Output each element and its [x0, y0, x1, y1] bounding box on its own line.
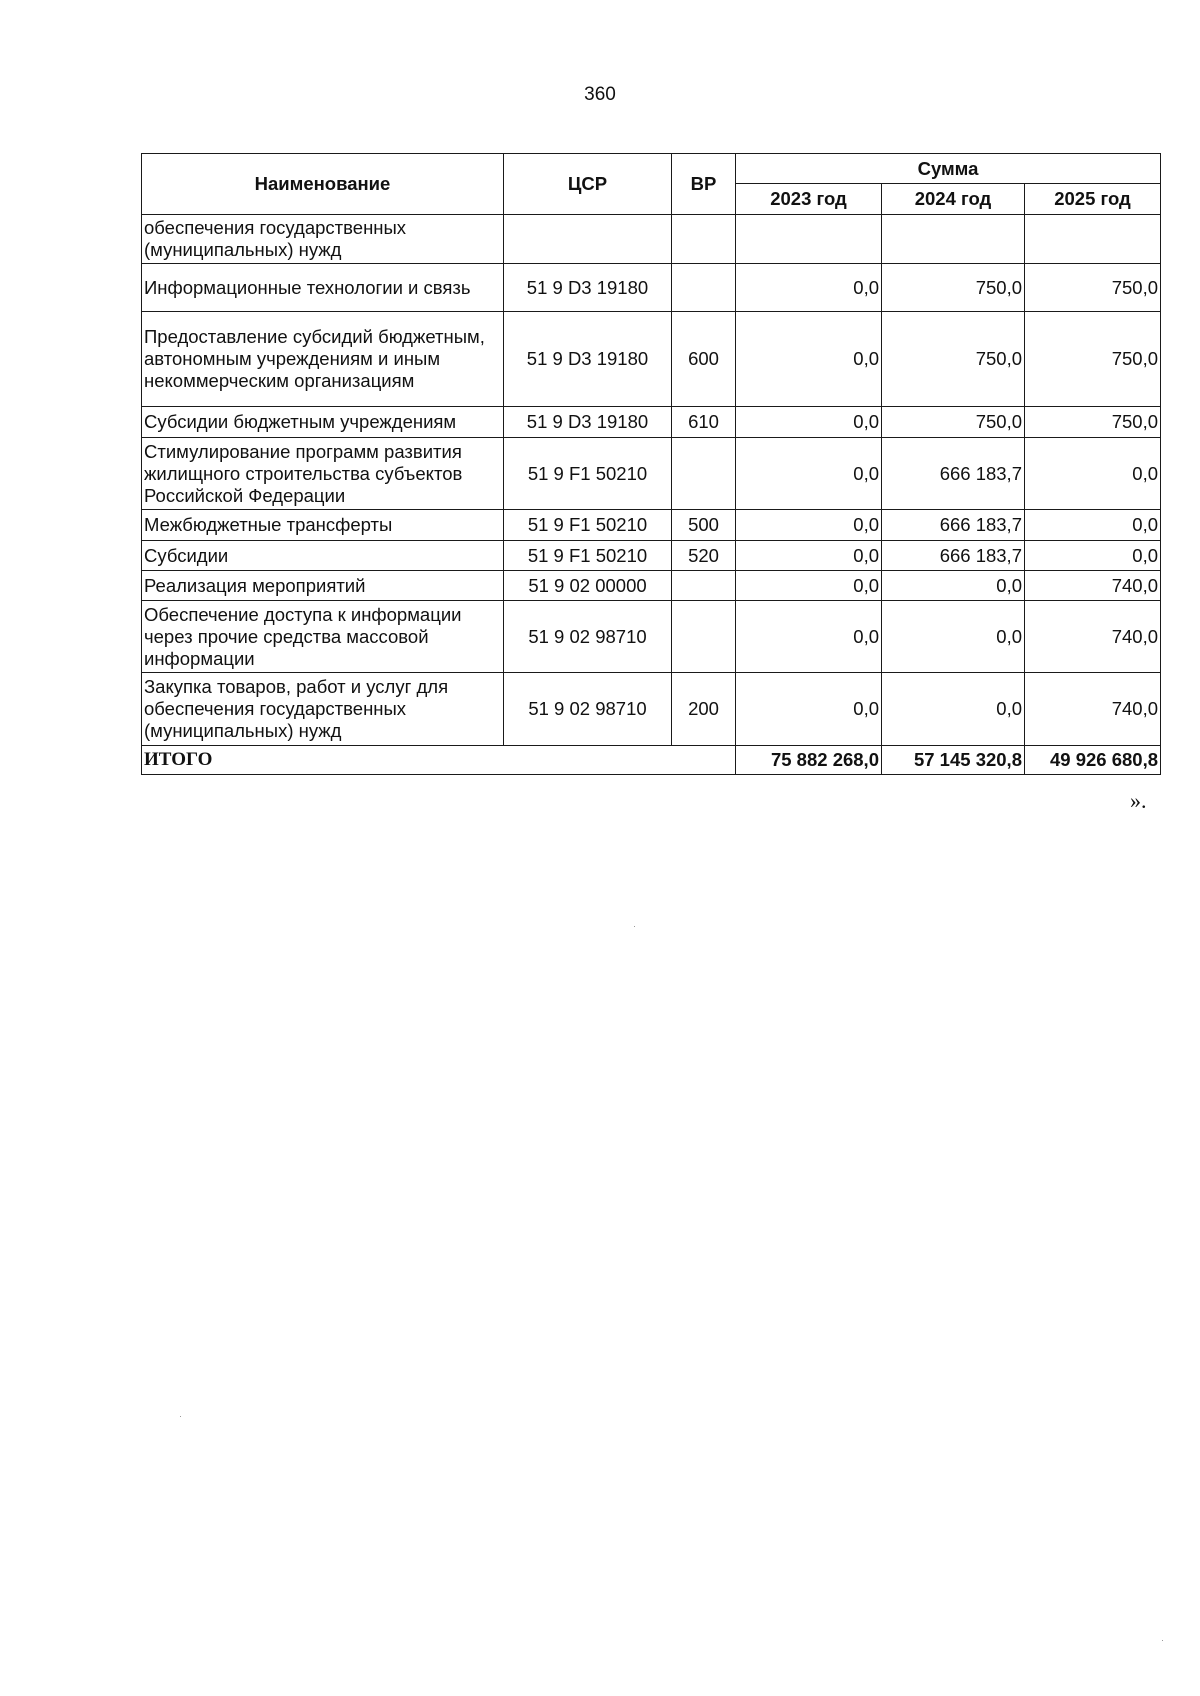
- row-csr: 51 9 D3 19180: [504, 264, 672, 312]
- row-name: Межбюджетные трансферты: [142, 510, 504, 541]
- row-csr: 51 9 F1 50210: [504, 510, 672, 541]
- table-row: [142, 541, 1161, 571]
- row-vr: [672, 215, 736, 264]
- row-vr: 610: [672, 407, 736, 438]
- row-2024: 750,0: [882, 312, 1025, 407]
- header-2025: 2025 год: [1025, 184, 1161, 215]
- row-2025: 740,0: [1025, 601, 1161, 673]
- table-row: [142, 673, 1161, 746]
- row-vr: [672, 601, 736, 673]
- table-row: [142, 312, 1161, 407]
- header-name: Наименование: [142, 154, 504, 215]
- row-2023: 0,0: [736, 510, 882, 541]
- header-csr: ЦСР: [504, 154, 672, 215]
- row-2023: [736, 215, 882, 264]
- total-2023: 75 882 268,0: [736, 746, 882, 775]
- row-2025: 750,0: [1025, 407, 1161, 438]
- row-2024: 0,0: [882, 673, 1025, 746]
- row-2024: 0,0: [882, 571, 1025, 601]
- row-name: Реализация мероприятий: [142, 571, 504, 601]
- row-2025: 0,0: [1025, 541, 1161, 571]
- row-csr: 51 9 D3 19180: [504, 407, 672, 438]
- row-vr: 200: [672, 673, 736, 746]
- total-2024: 57 145 320,8: [882, 746, 1025, 775]
- row-vr: [672, 571, 736, 601]
- row-2023: 0,0: [736, 407, 882, 438]
- row-2025: 740,0: [1025, 673, 1161, 746]
- row-2023: 0,0: [736, 571, 882, 601]
- row-2024: 750,0: [882, 407, 1025, 438]
- row-vr: 500: [672, 510, 736, 541]
- row-name: Субсидии бюджетным учреждениям: [142, 407, 504, 438]
- row-2025: 0,0: [1025, 438, 1161, 510]
- row-vr: [672, 264, 736, 312]
- row-csr: 51 9 F1 50210: [504, 438, 672, 510]
- row-name: обеспечения государственных (муниципальных) нужд: [142, 215, 504, 264]
- row-2024: 750,0: [882, 264, 1025, 312]
- row-csr: 51 9 F1 50210: [504, 541, 672, 571]
- row-2025: [1025, 215, 1161, 264]
- budget-table: [141, 153, 1161, 775]
- closing-quote-mark: ».: [1130, 788, 1147, 813]
- row-2023: 0,0: [736, 438, 882, 510]
- header-sum: Сумма: [736, 154, 1161, 184]
- row-name: Закупка товаров, работ и услуг для обеспечения государственных (муниципальных) нужд: [142, 673, 504, 746]
- header-vr: ВР: [672, 154, 736, 215]
- row-2025: 750,0: [1025, 264, 1161, 312]
- row-2024: 666 183,7: [882, 438, 1025, 510]
- total-row: [142, 746, 1161, 775]
- row-2023: 0,0: [736, 541, 882, 571]
- row-csr: 51 9 02 00000: [504, 571, 672, 601]
- row-vr: 520: [672, 541, 736, 571]
- row-2024: 0,0: [882, 601, 1025, 673]
- row-2024: [882, 215, 1025, 264]
- row-2023: 0,0: [736, 673, 882, 746]
- table-row: [142, 571, 1161, 601]
- page-number: 360: [584, 84, 616, 105]
- row-csr: 51 9 02 98710: [504, 601, 672, 673]
- row-name: Информационные технологии и связь: [142, 264, 504, 312]
- table-row: [142, 264, 1161, 312]
- header-2024: 2024 год: [882, 184, 1025, 215]
- header-row-top: [142, 154, 1161, 184]
- row-name: Обеспечение доступа к информации через прочие средства массовой информации: [142, 601, 504, 673]
- row-2025: 740,0: [1025, 571, 1161, 601]
- row-2025: 750,0: [1025, 312, 1161, 407]
- total-2025: 49 926 680,8: [1025, 746, 1161, 775]
- row-vr: [672, 438, 736, 510]
- scan-speck: [634, 926, 635, 927]
- row-name: Стимулирование программ развития жилищного строительства субъектов Российской Федерации: [142, 438, 504, 510]
- row-2025: 0,0: [1025, 510, 1161, 541]
- row-vr: 600: [672, 312, 736, 407]
- table-row: [142, 438, 1161, 510]
- row-name: Субсидии: [142, 541, 504, 571]
- table-row: [142, 407, 1161, 438]
- row-2024: 666 183,7: [882, 541, 1025, 571]
- header-2023: 2023 год: [736, 184, 882, 215]
- row-name: Предоставление субсидий бюджетным, автономным учреждениям и иным некоммерческим организациям: [142, 312, 504, 407]
- row-2023: 0,0: [736, 312, 882, 407]
- table-row: [142, 215, 1161, 264]
- scan-speck: [1162, 1640, 1163, 1641]
- row-2023: 0,0: [736, 601, 882, 673]
- row-csr: [504, 215, 672, 264]
- table-row: [142, 601, 1161, 673]
- row-2024: 666 183,7: [882, 510, 1025, 541]
- row-csr: 51 9 D3 19180: [504, 312, 672, 407]
- row-csr: 51 9 02 98710: [504, 673, 672, 746]
- table-row: [142, 510, 1161, 541]
- total-label: ИТОГО: [142, 746, 736, 775]
- row-2023: 0,0: [736, 264, 882, 312]
- scan-speck: [180, 1416, 181, 1417]
